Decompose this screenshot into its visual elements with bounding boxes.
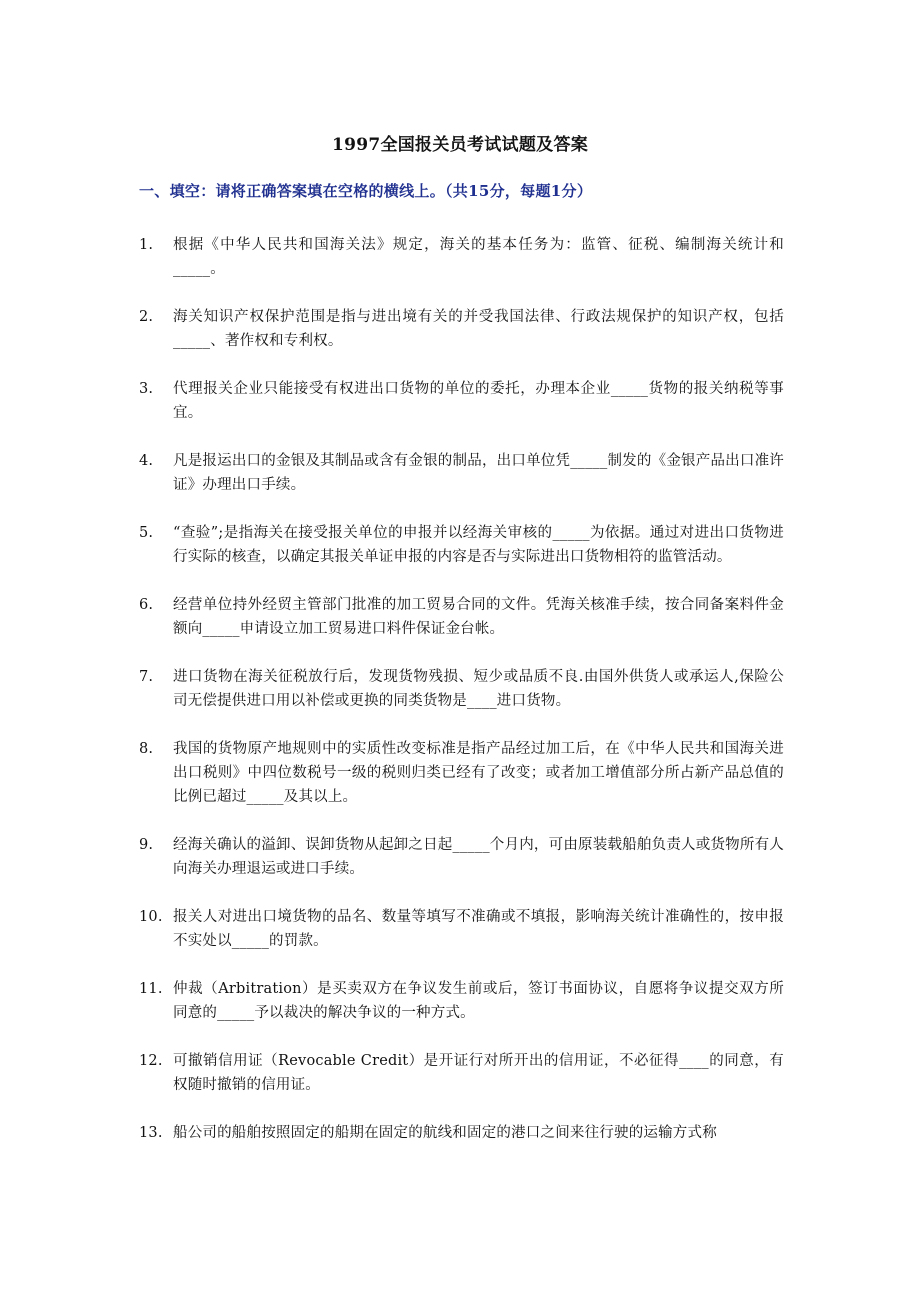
question-item — [139, 1121, 784, 1145]
question-text: 凡是报运出口的金银及其制品或含有金银的制品，出口单位凭_____制发的《金银产品出口准许证》办理出口手续。 — [173, 453, 784, 493]
question-text: 经海关确认的溢卸、误卸货物从起卸之日起_____个月内，可由原装载船舶负责人或货物所有人向海关办理退运或进口手续。 — [173, 837, 784, 877]
question-number: 7. — [139, 669, 154, 685]
section-heading: 一、填空：请将正确答案填在空格的横线上。（共15分，每题1分） — [139, 182, 593, 200]
question-item — [139, 305, 784, 353]
question-text: 海关知识产权保护范围是指与进出境有关的并受我国法律、行政法规保护的知识产权，包括_____、著作权和专利权。 — [173, 309, 784, 349]
question-text: 根据《中华人民共和国海关法》规定，海关的基本任务为：监管、征税、编制海关统计和_____。 — [173, 237, 784, 277]
question-text: 进口货物在海关征税放行后，发现货物残损、短少或品质不良.由国外供货人或承运人,保险公司无偿提供进口用以补偿或更换的同类货物是____进口货物。 — [173, 669, 784, 709]
question-item — [139, 233, 784, 281]
question-number: 10. — [139, 909, 163, 925]
question-number: 2. — [139, 309, 154, 325]
question-number: 3. — [139, 381, 154, 397]
question-text: 可撤销信用证（Revocable Credit）是开证行对所开出的信用证，不必征得____的同意，有权随时撤销的信用证。 — [173, 1053, 784, 1093]
question-item — [139, 449, 784, 497]
question-item — [139, 737, 784, 809]
question-text: 我国的货物原产地规则中的实质性改变标准是指产品经过加工后，在《中华人民共和国海关进出口税则》中四位数税号一级的税则归类已经有了改变；或者加工增值部分所占新产品总值的比例已超过_____及其以上。 — [173, 741, 784, 805]
document-title: 1997全国报关员考试试题及答案 — [331, 135, 589, 155]
question-item — [139, 833, 784, 881]
question-text: 船公司的船舶按照固定的船期在固定的航线和固定的港口之间来往行驶的运输方式称 — [173, 1125, 717, 1141]
question-text: “查验”;是指海关在接受报关单位的申报并以经海关审核的_____为依据。通过对进出口货物进行实际的核查，以确定其报关单证申报的内容是否与实际进出口货物相符的监管活动。 — [173, 525, 784, 565]
question-number: 13. — [139, 1125, 163, 1141]
question-number: 1. — [139, 237, 154, 253]
question-text: 代理报关企业只能接受有权进出口货物的单位的委托，办理本企业_____货物的报关纳税等事宜。 — [173, 381, 784, 421]
question-item — [139, 377, 784, 425]
question-item — [139, 593, 784, 641]
question-number: 6. — [139, 597, 154, 613]
question-item — [139, 905, 784, 953]
question-item — [139, 521, 784, 569]
question-number: 9. — [139, 837, 154, 853]
question-number: 8. — [139, 741, 154, 757]
question-number: 12. — [139, 1053, 163, 1069]
question-item — [139, 665, 784, 713]
question-text: 经营单位持外经贸主管部门批准的加工贸易合同的文件。凭海关核准手续，按合同备案料件金额向_____申请设立加工贸易进口料件保证金台帐。 — [173, 597, 784, 637]
question-text: 报关人对进出口境货物的品名、数量等填写不准确或不填报，影响海关统计准确性的，按申报不实处以_____的罚款。 — [173, 909, 784, 949]
question-number: 4. — [139, 453, 154, 469]
question-number: 11. — [139, 981, 163, 997]
question-number: 5. — [139, 525, 154, 541]
question-list — [139, 233, 784, 1169]
question-item — [139, 1049, 784, 1097]
question-item — [139, 977, 784, 1025]
question-text: 仲裁（Arbitration）是买卖双方在争议发生前或后，签订书面协议，自愿将争议提交双方所同意的_____予以裁决的解决争议的一种方式。 — [173, 981, 784, 1021]
